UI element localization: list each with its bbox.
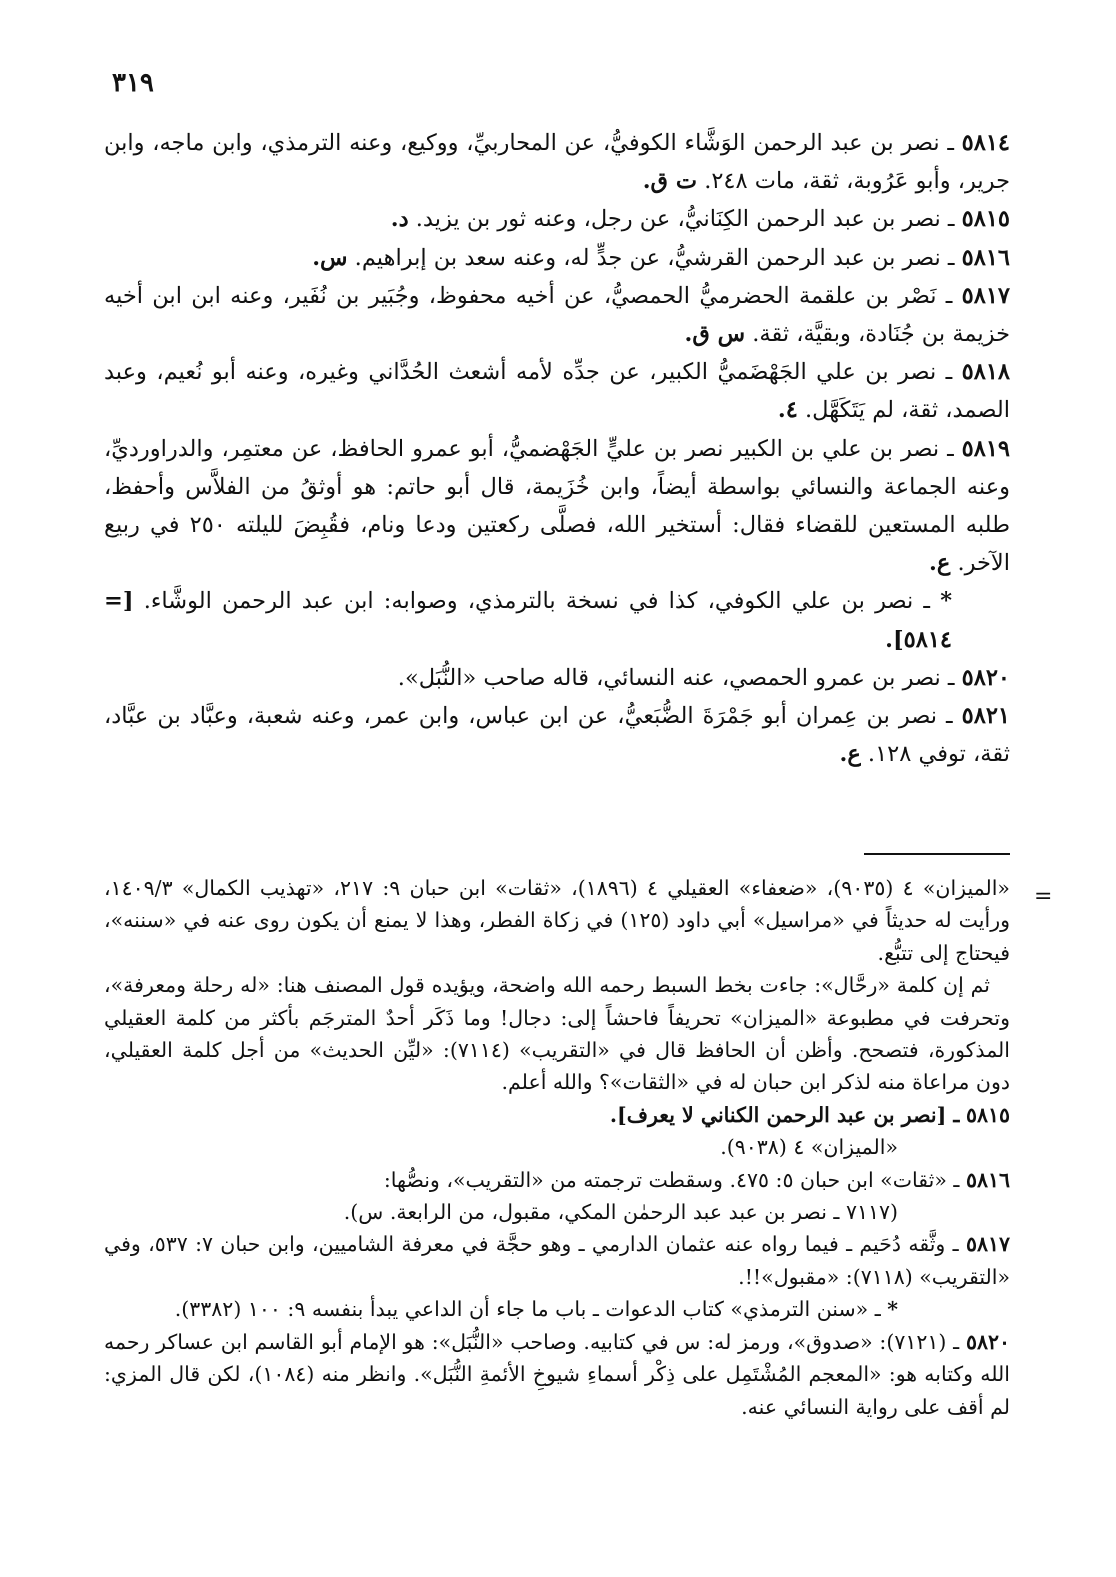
entry-number: ٥٨١٨ xyxy=(961,359,1011,386)
entry-number: ٥٨١٥ xyxy=(961,206,1010,233)
entry-crossref: [= ٥٨١٤]. xyxy=(104,588,952,653)
footnote-text: ـ «ثقات» ابن حبان ٥: ٤٧٥. وسقطت ترجمته من «التقريب»، ونصُّها: xyxy=(383,1167,960,1192)
entry-text: ـ نَصْر بن علقمة الحضرميُّ الحمصيُّ، عن أخيه محفوظ، وجُبَير بن نُفَير، وعنه ابن ابن أخيه خزيمة بن جُنَادة، وبقيَّة، ثقة. xyxy=(104,282,1010,348)
entry-number: ٥٨١٩ xyxy=(961,435,1011,462)
entry-text: ـ نصر بن عمرو الحمصي، عنه النسائي، قاله صاحب «النُّبَل». xyxy=(397,664,955,691)
entry-text: ـ نصر بن علي بن الكبير نصر بن عليٍّ الجَهْضميُّ، أبو عمرو الحافظ، عن معتمِر، والدراورديِّ، وعنه الجماعة والنسائي بواسطة أيضاً، وابن خُزَيمة، قال أبو حاتم: هو أوثقُ من الفلاَّس وأحفظ، طلبه المستعين للقضاء فقال: أستخير الله، فصلَّى ركعتين ودعا ونام، فقُبِضَ لليلته ٢٥٠ في ربيع الآخر. xyxy=(104,435,1010,577)
footnote-number: ٥٨١٦ xyxy=(965,1167,1010,1192)
footnote-text: ـ [نصر بن عبد الرحمن الكناني لا يعرف]. xyxy=(609,1102,960,1127)
entry-5818 xyxy=(104,353,1010,429)
footnotes xyxy=(104,872,1010,1423)
entry-code: ت ق. xyxy=(642,168,698,195)
footnote-starred xyxy=(104,1293,898,1325)
footnote-number: ٥٨١٥ xyxy=(965,1102,1010,1127)
footnote-5816 xyxy=(104,1164,1010,1196)
footnote-text: ـ (٧١٢١): «صدوق»، ورمز له: س في كتابيه. وصاحب «النُّبَل»: هو الإمام أبو القاسم ابن عساكر رحمه الله وكتابه هو: «المعجم المُشْتَمِل على ذِكْر أسماءِ شيوخِ الأئمةِ النُّبَل». وانظر منه (١٠٨٤)، لكن قال المزي: لم أقف على رواية النسائي عنه. xyxy=(104,1329,1010,1419)
entry-text: ـ نصر بن علي الكوفي، كذا في نسخة بالترمذي، وصوابه: ابن عبد الرحمن الوشَّاء. xyxy=(143,588,931,615)
star-marker: * xyxy=(940,588,952,615)
entry-code: س ق. xyxy=(684,321,746,348)
entry-5815 xyxy=(104,200,1010,238)
biography-entries xyxy=(104,124,1010,773)
entry-text: ـ نصر بن عبد الرحمن القرشيُّ، عن جدٍّ له، وعنه سعد بن إبراهيم. xyxy=(354,244,955,271)
footnote-line xyxy=(104,1131,898,1163)
footnote-divider xyxy=(864,853,1010,855)
footnote-5817 xyxy=(104,1228,1010,1293)
footnote-line xyxy=(104,1196,898,1228)
footnote-continued xyxy=(104,872,1010,969)
entry-text: ـ نصر بن علي الجَهْضَميُّ الكبير، عن جدِّه لأمه أشعث الحُدَّاني وغيره، وعنه أبو نُعيم، وعبد الصمد، ثقة، لم يَتَكَهَّل. xyxy=(104,359,1010,424)
entry-code: ع. xyxy=(839,741,861,768)
footnote-text: ـ وثَّقه دُحَيم ـ فيما رواه عنه عثمان الدارمي ـ وهو حجَّة في معرفة الشاميين، وابن حبان ٧: ٥٣٧، وفي «التقريب» (٧١١٨): «مقبول»!!. xyxy=(104,1232,1010,1289)
footnote-5815 xyxy=(104,1099,1010,1131)
star-marker: * xyxy=(887,1297,898,1322)
entry-number: ٥٨٢١ xyxy=(961,703,1011,730)
footnote-text: «الميزان» ٤ (٩٠٣٥)، «ضعفاء» العقيلي ٤ (١٨٩٦)، «ثقات» ابن حبان ٩: ٢١٧، «تهذيب الكمال» ١٤٠٩/٣، ورأيت له حديثاً في «مراسيل» أبي داود (١٢٥) في زكاة الفطر، وهذا لا يمنع أن يكون روى عنه في «سننه»، فيحتاج إلى تتبُّع. xyxy=(104,876,1010,965)
footnote-continuation-marker: = xyxy=(1034,884,1053,909)
footnote-number: ٥٨٢٠ xyxy=(965,1329,1010,1354)
entry-number: ٥٨١٤ xyxy=(961,130,1010,156)
entry-code: ع. xyxy=(929,550,951,577)
footnote-text: (٧١١٧ ـ نصر بن عبد عبد الرحمٰن المكي، مقبول، من الرابعة. س). xyxy=(343,1200,898,1225)
footnote-text: «الميزان» ٤ (٩٠٣٨). xyxy=(720,1135,898,1160)
footnote-text: ـ «سنن الترمذي» كتاب الدعوات ـ باب ما جاء أن الداعي يبدأ بنفسه ٩: ١٠٠ (٣٣٨٢). xyxy=(174,1297,881,1322)
entry-code: ٤. xyxy=(777,397,798,424)
entry-5819 xyxy=(104,430,1010,583)
footnote-text: ثم إن كلمة «رحَّال»: جاءت بخط السبط رحمه الله واضحة، ويؤيده قول المصنف هنا: «له رحلة ومعرفة»، وتحرفت في مطبوعة «الميزان» تحريفاً فاحشاً إلى: دجال! وما ذَكَر أحدٌ المترجَم بأكثر من كلمة العقيلي المذكورة، فتصحح. وأظن أن الحافظ قال في «التقريب» (٧١١٤): «ليِّن الحديث» من أجل كلمة العقيلي، دون مراعاة منه لذكر ابن حبان له في «الثقات»؟ والله أعلم. xyxy=(104,973,1010,1095)
entry-text: ـ نصر بن عِمران أبو جَمْرَةَ الضُّبَعيُّ، عن ابن عباس، وابن عمر، وعنه شعبة، وعبَّاد بن عبَّاد، ثقة، توفي ١٢٨. xyxy=(104,703,1010,768)
page-number: ٣١٩ xyxy=(112,68,154,98)
entry-5816 xyxy=(104,239,1010,277)
entry-code: س. xyxy=(312,244,348,271)
entry-starred xyxy=(104,582,952,658)
entry-5821 xyxy=(104,697,1010,773)
entry-number: ٥٨١٦ xyxy=(961,244,1010,271)
entry-text: ـ نصر بن عبد الرحمن الوَشَّاء الكوفيُّ، عن المحاربيِّ، ووكيع، وعنه الترمذي، وابن ماجه، وابن جرير، وأبو عَرُوبة، ثقة، مات ٢٤٨. xyxy=(104,130,1010,195)
entry-text: ـ نصر بن عبد الرحمن الكِنَانيُّ، عن رجل، وعنه ثور بن يزيد. xyxy=(415,206,955,233)
footnote-number: ٥٨١٧ xyxy=(965,1232,1010,1257)
footnote-paragraph xyxy=(104,969,1010,1099)
entry-5814 xyxy=(104,124,1010,200)
entry-number: ٥٨٢٠ xyxy=(961,664,1010,691)
entry-5820 xyxy=(104,659,1010,697)
footnote-5820 xyxy=(104,1326,1010,1423)
entry-number: ٥٨١٧ xyxy=(961,282,1010,309)
entry-5817 xyxy=(104,277,1010,353)
entry-code: د. xyxy=(390,206,409,233)
